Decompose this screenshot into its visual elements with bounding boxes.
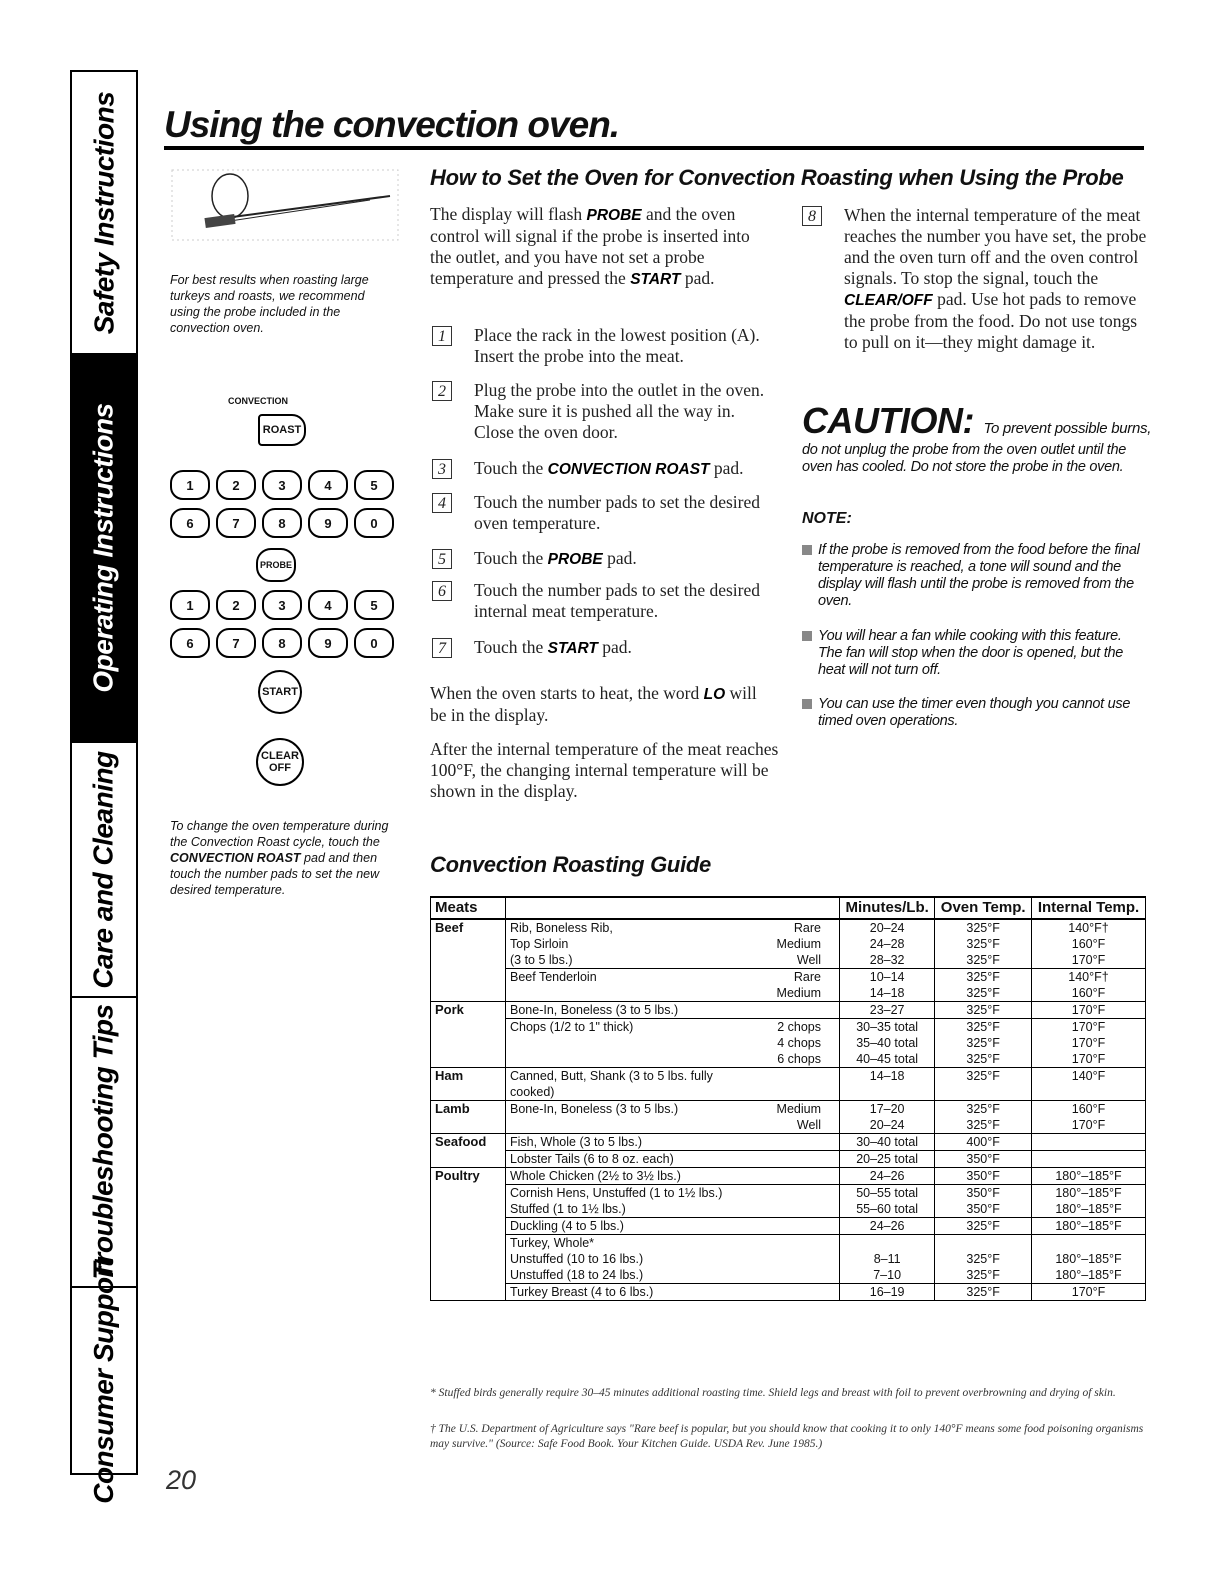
oven-temp-cell: 350°F 350°F: [935, 1185, 1032, 1218]
lo-pre: When the oven starts to heat, the word: [430, 683, 704, 703]
step-8: [802, 205, 1147, 353]
key-2b[interactable]: 2: [216, 590, 256, 620]
step-text-pre: Touch the number pads to set the desired internal meat temperature.: [474, 580, 760, 621]
table-row: [431, 1218, 1146, 1235]
header-blank: [506, 897, 840, 919]
roasting-guide-table: [430, 896, 1146, 1301]
oven-temp-cell: 325°F: [935, 1284, 1032, 1301]
step-text-pre: Touch the: [474, 637, 548, 657]
step-5: [432, 548, 777, 570]
step-text: [474, 380, 777, 443]
meat-cell: Lamb: [431, 1101, 506, 1134]
desc-cell: Fish, Whole (3 to 5 lbs.): [506, 1134, 750, 1151]
doneness-cell: [749, 1068, 840, 1101]
doneness-cell: Rare Medium: [749, 969, 840, 1002]
internal-temp-cell: 170°F 170°F 170°F: [1032, 1019, 1146, 1068]
keypad-caption-bold: CONVECTION ROAST: [170, 851, 301, 865]
minutes-cell: 20–24 24–28 28–32: [840, 919, 935, 969]
roast-key[interactable]: ROAST: [258, 414, 306, 446]
caution-text: do not unplug the probe from the oven outlet until the oven has cooled. Do not store the probe in the oven.: [802, 442, 1126, 475]
table-row: [431, 969, 1146, 1002]
key-9b[interactable]: 9: [308, 628, 348, 658]
key-1b[interactable]: 1: [170, 590, 210, 620]
desc-cell: Turkey Breast (4 to 6 lbs.): [506, 1284, 750, 1301]
key-7b[interactable]: 7: [216, 628, 256, 658]
clear-off-key[interactable]: [256, 738, 304, 786]
lo-paragraph: [430, 683, 775, 726]
oven-temp-cell: 325°F 325°F: [935, 1235, 1032, 1284]
lo-post: will be in the display.: [430, 683, 757, 725]
probe-caption: For best results when roasting large turkeys and roasts, we recommend using the probe included in the convection oven.: [170, 273, 369, 335]
keypad-caption: [170, 818, 400, 898]
step-text: [474, 637, 632, 659]
desc-cell: Rib, Boneless Rib, Top Sirloin (3 to 5 lbs.): [506, 919, 750, 969]
key-3[interactable]: 3: [262, 470, 302, 500]
probe-illustration: [170, 168, 400, 248]
desc-cell: Bone-In, Boneless (3 to 5 lbs.): [506, 1101, 750, 1134]
intro-paragraph: [430, 204, 775, 290]
internal-temp-cell: 170°F: [1032, 1002, 1146, 1019]
desc-cell: Canned, Butt, Shank (3 to 5 lbs. fully cooked): [506, 1068, 750, 1101]
desc-cell: Duckling (4 to 5 lbs.): [506, 1218, 750, 1235]
step-text-bold: CONVECTION ROAST: [547, 461, 710, 478]
minutes-cell: 16–19: [840, 1284, 935, 1301]
title-rule: [164, 146, 1144, 150]
key-4b[interactable]: 4: [308, 590, 348, 620]
doneness-cell: [749, 1185, 840, 1218]
step-text-pre: Place the rack in the lowest position (A). Insert the probe into the meat.: [474, 325, 760, 366]
desc-cell: Turkey, Whole* Unstuffed (10 to 16 lbs.) Unstuffed (18 to 24 lbs.): [506, 1235, 750, 1284]
step-text-post: pad.: [597, 637, 632, 657]
meat-cell: [431, 1218, 506, 1235]
caution-heading: [802, 400, 1151, 442]
table-row: [431, 919, 1146, 969]
step-1: [432, 325, 777, 367]
desc-cell: Beef Tenderloin: [506, 969, 750, 1002]
minutes-cell: 17–20 20–24: [840, 1101, 935, 1134]
keypad-header: CONVECTION: [228, 396, 289, 406]
step-number: 4: [432, 493, 452, 513]
bullet-icon: [802, 699, 812, 709]
caution-line1: To prevent possible burns,: [983, 420, 1152, 437]
table-row: [431, 1002, 1146, 1019]
step-number: 8: [802, 206, 822, 226]
note-item: [802, 696, 1147, 730]
tab-consumer-support[interactable]: [72, 1257, 136, 1504]
step-text-pre: Touch the number pads to set the desired oven temperature.: [474, 492, 760, 533]
intro-post: pad.: [680, 268, 715, 288]
oven-temp-cell: 325°F 325°F 325°F: [935, 919, 1032, 969]
tab-label: Troubleshooting Tips: [88, 1004, 119, 1280]
tab-operating-instructions[interactable]: [72, 355, 136, 743]
step-text-post: pad. Use hot pads to remove the probe from the food. Do not use tongs to pull on it—they might damage it.: [844, 289, 1138, 352]
header-minutes: Minutes/Lb.: [840, 897, 935, 919]
step-2: [432, 380, 777, 443]
oven-temp-cell: 350°F: [935, 1168, 1032, 1185]
minutes-cell: 10–14 14–18: [840, 969, 935, 1002]
internal-temp-cell: 140°F: [1032, 1068, 1146, 1101]
oven-temp-cell: 325°F: [935, 1068, 1032, 1101]
keypad-row-1: [170, 470, 394, 500]
step-text-bold: PROBE: [547, 551, 603, 568]
key-4[interactable]: 4: [308, 470, 348, 500]
page-title: Using the convection oven.: [164, 104, 620, 145]
meat-cell: Poultry: [431, 1168, 506, 1185]
internal-temp-cell: 140°F† 160°F 170°F: [1032, 919, 1146, 969]
step-number: 1: [432, 326, 452, 346]
keypad-row-2: [170, 508, 394, 538]
step-text: [474, 325, 777, 367]
meat-cell: [431, 1235, 506, 1284]
step-number: 2: [432, 381, 452, 401]
off-label: OFF: [269, 762, 291, 774]
keypad-row-4: [170, 628, 394, 658]
oven-temp-cell: 400°F: [935, 1134, 1032, 1151]
step-text-post: pad.: [602, 548, 637, 568]
meat-cell: [431, 1185, 506, 1218]
minutes-cell: 20–25 total: [840, 1151, 935, 1168]
doneness-cell: [749, 1151, 840, 1168]
internal-temp-cell: 180°–185°F: [1032, 1218, 1146, 1235]
step-text: [474, 458, 744, 480]
table-header-row: [431, 897, 1146, 919]
internal-temp-cell: 180°–185°F 180°–185°F: [1032, 1185, 1146, 1218]
lo-bold: LO: [703, 686, 726, 703]
oven-temp-cell: 325°F 325°F 325°F: [935, 1019, 1032, 1068]
doneness-cell: [749, 1134, 840, 1151]
step-6: [432, 580, 777, 622]
doneness-cell: [749, 1218, 840, 1235]
keypad-illustration: [170, 380, 410, 800]
tab-safety-instructions[interactable]: [72, 72, 136, 355]
step-7: [432, 637, 777, 659]
step-text-pre: Touch the: [474, 548, 548, 568]
intro-pre: The display will flash: [430, 204, 587, 224]
step-text-pre: Touch the: [474, 458, 548, 478]
oven-temp-cell: 350°F: [935, 1151, 1032, 1168]
step-text-pre: Plug the probe into the outlet in the oven. Make sure it is pushed all the way in. Close the oven door.: [474, 380, 765, 442]
doneness-cell: Medium Well: [749, 1101, 840, 1134]
table-row: [431, 1168, 1146, 1185]
keypad-row-3: [170, 590, 394, 620]
header-oven-temp: Oven Temp.: [935, 897, 1032, 919]
intro-bold-probe: PROBE: [586, 207, 642, 224]
footnote-stuffed: * Stuffed birds generally require 30–45 minutes additional roasting time. Shield legs and breast with foil to prevent overbrowning and drying of skin.: [430, 1387, 1116, 1399]
minutes-cell: 30–40 total: [840, 1134, 935, 1151]
meat-cell: Seafood: [431, 1134, 506, 1151]
step-text-bold: START: [547, 640, 598, 657]
section-title-probe: How to Set the Oven for Convection Roasting when Using the Probe: [430, 165, 1124, 190]
internal-temp-cell: 160°F 170°F: [1032, 1101, 1146, 1134]
key-6b[interactable]: 6: [170, 628, 210, 658]
key-6[interactable]: 6: [170, 508, 210, 538]
note-text: You will hear a fan while cooking with this feature. The fan will stop when the door is opened, but the heat will not turn off.: [818, 628, 1124, 678]
key-1[interactable]: 1: [170, 470, 210, 500]
key-2[interactable]: 2: [216, 470, 256, 500]
bullet-icon: [802, 545, 812, 555]
minutes-cell: 8–11 7–10: [840, 1235, 935, 1284]
oven-temp-cell: 325°F 325°F: [935, 1101, 1032, 1134]
key-0[interactable]: 0: [354, 508, 394, 538]
oven-temp-cell: 325°F: [935, 1218, 1032, 1235]
after-paragraph: After the internal temperature of the meat reaches 100°F, the changing internal temperature will be shown in the display.: [430, 739, 779, 801]
internal-temp-cell: 180°–185°F: [1032, 1168, 1146, 1185]
bullet-icon: [802, 631, 812, 641]
doneness-cell: [749, 1168, 840, 1185]
tab-label: Operating Instructions: [88, 403, 119, 693]
minutes-cell: 23–27: [840, 1002, 935, 1019]
table-row: [431, 1068, 1146, 1101]
note-item: [802, 542, 1147, 610]
page-number: 20: [166, 1465, 197, 1495]
doneness-cell: [749, 1235, 840, 1284]
start-key[interactable]: START: [258, 670, 302, 714]
keypad-caption-pre: To change the oven temperature during the Convection Roast cycle, touch the: [170, 819, 389, 849]
internal-temp-cell: 180°–185°F 180°–185°F: [1032, 1235, 1146, 1284]
table-row: [431, 1284, 1146, 1301]
key-9[interactable]: 9: [308, 508, 348, 538]
meat-cell: [431, 969, 506, 1002]
section-title-guide: Convection Roasting Guide: [430, 852, 711, 877]
internal-temp-cell: [1032, 1134, 1146, 1151]
meat-cell: Ham: [431, 1068, 506, 1101]
side-tabs: [70, 70, 138, 1504]
doneness-cell: [749, 1002, 840, 1019]
key-8b[interactable]: 8: [262, 628, 302, 658]
tab-label: Care and Cleaning: [88, 750, 119, 989]
internal-temp-cell: 140°F† 160°F: [1032, 969, 1146, 1002]
desc-cell: Lobster Tails (6 to 8 oz. each): [506, 1151, 750, 1168]
meat-cell: Pork: [431, 1002, 506, 1019]
key-5b[interactable]: 5: [354, 590, 394, 620]
step-4: [432, 492, 777, 534]
tab-care-and-cleaning[interactable]: [72, 743, 136, 998]
header-meats: Meats: [431, 897, 506, 919]
desc-cell: Bone-In, Boneless (3 to 5 lbs.): [506, 1002, 750, 1019]
table-row: [431, 1019, 1146, 1068]
step-text: [474, 580, 777, 622]
note-item: [802, 628, 1147, 679]
tab-label: Consumer Support: [88, 1257, 119, 1504]
note-text: If the probe is removed from the food before the final temperature is reached, a tone will sound and the display will flash until the probe is removed from the oven.: [818, 542, 1140, 609]
step-text: [844, 205, 1147, 353]
probe-key[interactable]: PROBE: [256, 548, 296, 582]
caution-label: CAUTION:: [802, 400, 974, 441]
meat-cell: [431, 1151, 506, 1168]
minutes-cell: 30–35 total 35–40 total 40–45 total: [840, 1019, 935, 1068]
intro-mid: and the oven control will signal if the probe is inserted into the outlet, and you have not set a probe temperature and pressed the: [430, 204, 750, 288]
table-row: [431, 1134, 1146, 1151]
meat-cell: [431, 1019, 506, 1068]
step-text-pre: When the internal temperature of the meat reaches the number you have set, the probe and the oven turn off and the oven control signals. To stop the signal, touch the: [844, 205, 1147, 288]
minutes-cell: 24–26: [840, 1168, 935, 1185]
desc-cell: Whole Chicken (2½ to 3½ lbs.): [506, 1168, 750, 1185]
step-text-bold: CLEAR/OFF: [844, 292, 933, 309]
key-3b[interactable]: 3: [262, 590, 302, 620]
minutes-cell: 50–55 total 55–60 total: [840, 1185, 935, 1218]
table-row: [431, 1235, 1146, 1284]
doneness-cell: [749, 1284, 840, 1301]
key-5[interactable]: 5: [354, 470, 394, 500]
key-7[interactable]: 7: [216, 508, 256, 538]
table-row: [431, 1151, 1146, 1168]
step-text-post: pad.: [709, 458, 744, 478]
step-text: [474, 492, 777, 534]
meat-cell: Beef: [431, 919, 506, 969]
internal-temp-cell: [1032, 1151, 1146, 1168]
clear-label: CLEAR: [261, 750, 299, 762]
minutes-cell: 24–26: [840, 1218, 935, 1235]
step-3: [432, 458, 777, 480]
oven-temp-cell: 325°F 325°F: [935, 969, 1032, 1002]
tab-troubleshooting-tips[interactable]: [72, 998, 136, 1288]
tab-label: Safety Instructions: [88, 91, 119, 334]
key-0b[interactable]: 0: [354, 628, 394, 658]
step-number: 5: [432, 549, 452, 569]
step-text: [474, 548, 637, 570]
note-text: You can use the timer even though you cannot use timed oven operations.: [818, 696, 1131, 729]
internal-temp-cell: 170°F: [1032, 1284, 1146, 1301]
key-8[interactable]: 8: [262, 508, 302, 538]
minutes-cell: 14–18: [840, 1068, 935, 1101]
header-internal-temp: Internal Temp.: [1032, 897, 1146, 919]
desc-cell: Chops (1/2 to 1" thick): [506, 1019, 750, 1068]
keypad-caption-post: pad and then touch the number pads to set the new desired temperature.: [170, 851, 380, 897]
note-heading: NOTE:: [802, 510, 852, 527]
step-number: 7: [432, 638, 452, 658]
intro-bold-start: START: [630, 271, 681, 288]
doneness-cell: Rare Medium Well: [749, 919, 840, 969]
oven-temp-cell: 325°F: [935, 1002, 1032, 1019]
desc-cell: Cornish Hens, Unstuffed (1 to 1½ lbs.) Stuffed (1 to 1½ lbs.): [506, 1185, 750, 1218]
table-row: [431, 1185, 1146, 1218]
step-number: 3: [432, 459, 452, 479]
meat-cell: [431, 1284, 506, 1301]
table-row: [431, 1101, 1146, 1134]
doneness-cell: 2 chops 4 chops 6 chops: [749, 1019, 840, 1068]
footnote-usda: † The U.S. Department of Agriculture says "Rare beef is popular, but you should know that cooking it to only 140°F means some food poisoning organisms may survive." (Source: Safe Food Book. Your Kitchen Guide. USDA Rev. June 1985.): [430, 1423, 1144, 1450]
step-number: 6: [432, 581, 452, 601]
